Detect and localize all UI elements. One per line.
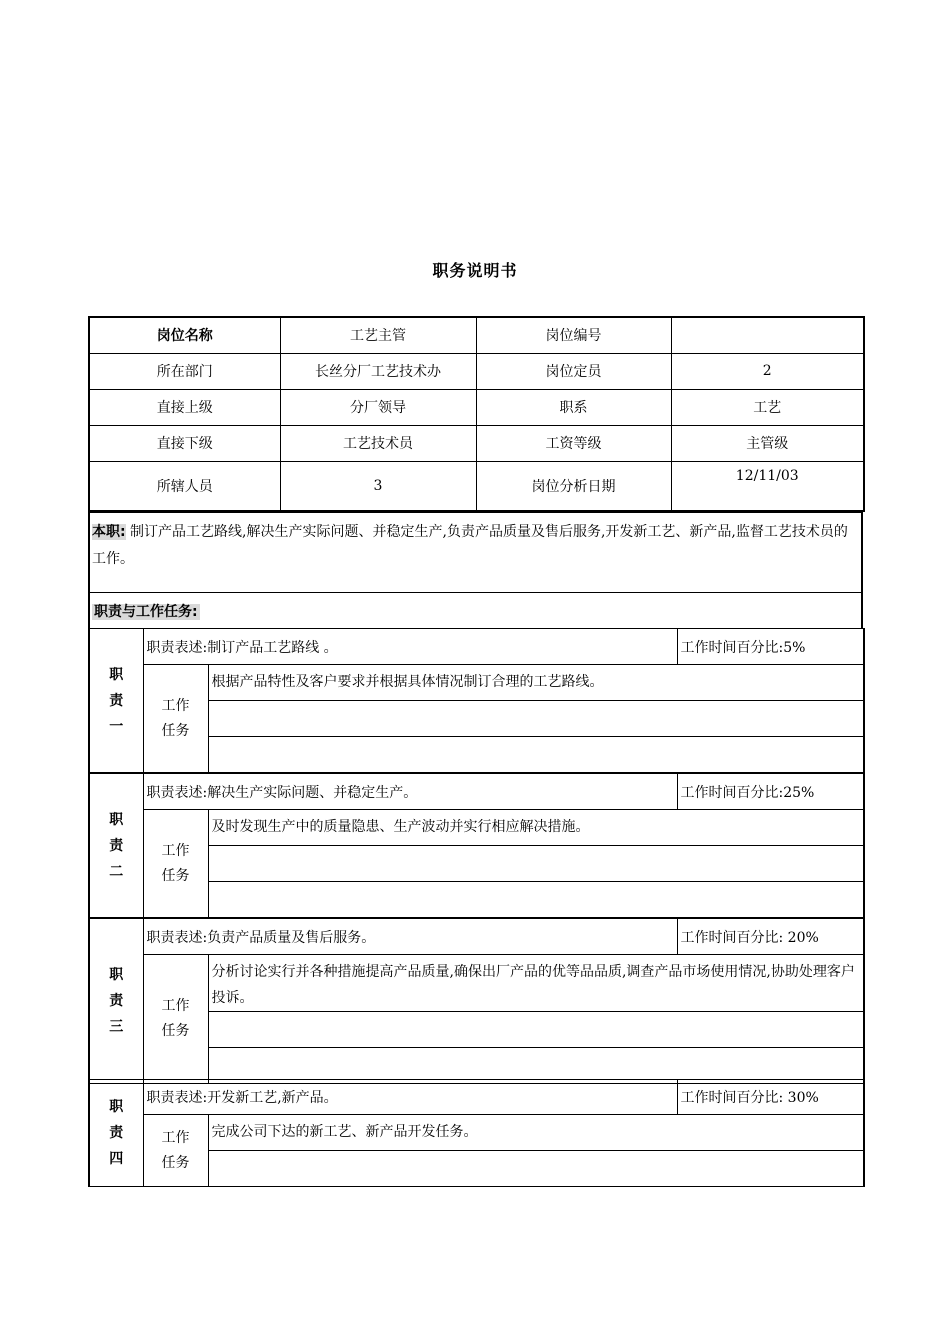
subordinate-label: 直接下级 bbox=[89, 425, 280, 461]
duty-description: 职责表述:解决生产实际问题、并稳定生产。 bbox=[143, 774, 677, 810]
summary-text: 制订产品工艺路线,解决生产实际问题、并稳定生产,负责产品质量及售后服务,开发新工艺、新产品,监督工艺技术员的工作。 bbox=[92, 524, 848, 567]
duty-block-3 bbox=[88, 918, 865, 1084]
duty-description: 职责表述:负责产品质量及售后服务。 bbox=[143, 919, 677, 955]
date-label: 岗位分析日期 bbox=[476, 461, 671, 511]
duty-block-2 bbox=[88, 773, 865, 918]
task-item: 分析讨论实行并各种措施提高产品质量,确保出厂产品的优等品品质,调查产品市场使用情况,协助处理客户投诉。 bbox=[208, 955, 864, 1012]
post-name-value: 工艺主管 bbox=[280, 317, 476, 353]
dept-value: 长丝分厂工艺技术办 bbox=[280, 353, 476, 389]
superior-label: 直接上级 bbox=[89, 389, 280, 425]
duty-description: 职责表述:制订产品工艺路线 。 bbox=[143, 629, 677, 665]
job-summary bbox=[88, 512, 863, 593]
task-label: 工作任务 bbox=[143, 1115, 208, 1187]
task-item bbox=[208, 737, 864, 773]
series-label: 职系 bbox=[476, 389, 671, 425]
duty-block-4 bbox=[88, 1079, 865, 1187]
summary-label: 本职: bbox=[92, 524, 126, 540]
task-item: 及时发现生产中的质量隐患、生产波动并实行相应解决措施。 bbox=[208, 810, 864, 846]
task-item bbox=[208, 882, 864, 918]
subordinate-value: 工艺技术员 bbox=[280, 425, 476, 461]
duty-label: 职责二 bbox=[89, 774, 143, 918]
post-no-label: 岗位编号 bbox=[476, 317, 671, 353]
duties-section-header bbox=[88, 592, 863, 629]
dept-label: 所在部门 bbox=[89, 353, 280, 389]
superior-value: 分厂领导 bbox=[280, 389, 476, 425]
task-item bbox=[208, 846, 864, 882]
post-no-value bbox=[671, 317, 864, 353]
section-header-cell bbox=[89, 593, 862, 629]
task-item: 完成公司下达的新工艺、新产品开发任务。 bbox=[208, 1115, 864, 1151]
staff-label: 所辖人员 bbox=[89, 461, 280, 511]
quota-value: 2 bbox=[671, 353, 864, 389]
duty-time-percent: 工作时间百分比: 30% bbox=[677, 1080, 864, 1115]
section-header: 职责与工作任务: bbox=[94, 603, 198, 620]
duty-label: 职责一 bbox=[89, 629, 143, 773]
summary-cell bbox=[89, 513, 862, 593]
series-value: 工艺 bbox=[671, 389, 864, 425]
duty-label: 职责三 bbox=[89, 919, 143, 1084]
staff-value: 3 bbox=[280, 461, 476, 511]
page-title: 职务说明书 bbox=[432, 261, 518, 280]
task-item bbox=[208, 1012, 864, 1048]
task-label: 工作任务 bbox=[143, 665, 208, 773]
post-name-label: 岗位名称 bbox=[89, 317, 280, 353]
duty-time-percent: 工作时间百分比:25% bbox=[677, 774, 864, 810]
task-item bbox=[208, 701, 864, 737]
grade-value: 主管级 bbox=[671, 425, 864, 461]
task-label: 工作任务 bbox=[143, 810, 208, 918]
task-item: 根据产品特性及客户要求并根据具体情况制订合理的工艺路线。 bbox=[208, 665, 864, 701]
duty-block-1 bbox=[88, 628, 865, 773]
task-item bbox=[208, 1151, 864, 1187]
quota-label: 岗位定员 bbox=[476, 353, 671, 389]
task-label: 工作任务 bbox=[143, 955, 208, 1084]
duty-time-percent: 工作时间百分比: 20% bbox=[677, 919, 864, 955]
grade-label: 工资等级 bbox=[476, 425, 671, 461]
duty-time-percent: 工作时间百分比:5% bbox=[677, 629, 864, 665]
position-info-table bbox=[88, 316, 865, 512]
date-value: 12/11/03 bbox=[671, 461, 864, 511]
duty-description: 职责表述:开发新工艺,新产品。 bbox=[143, 1080, 677, 1115]
duty-label: 职责四 bbox=[89, 1080, 143, 1187]
